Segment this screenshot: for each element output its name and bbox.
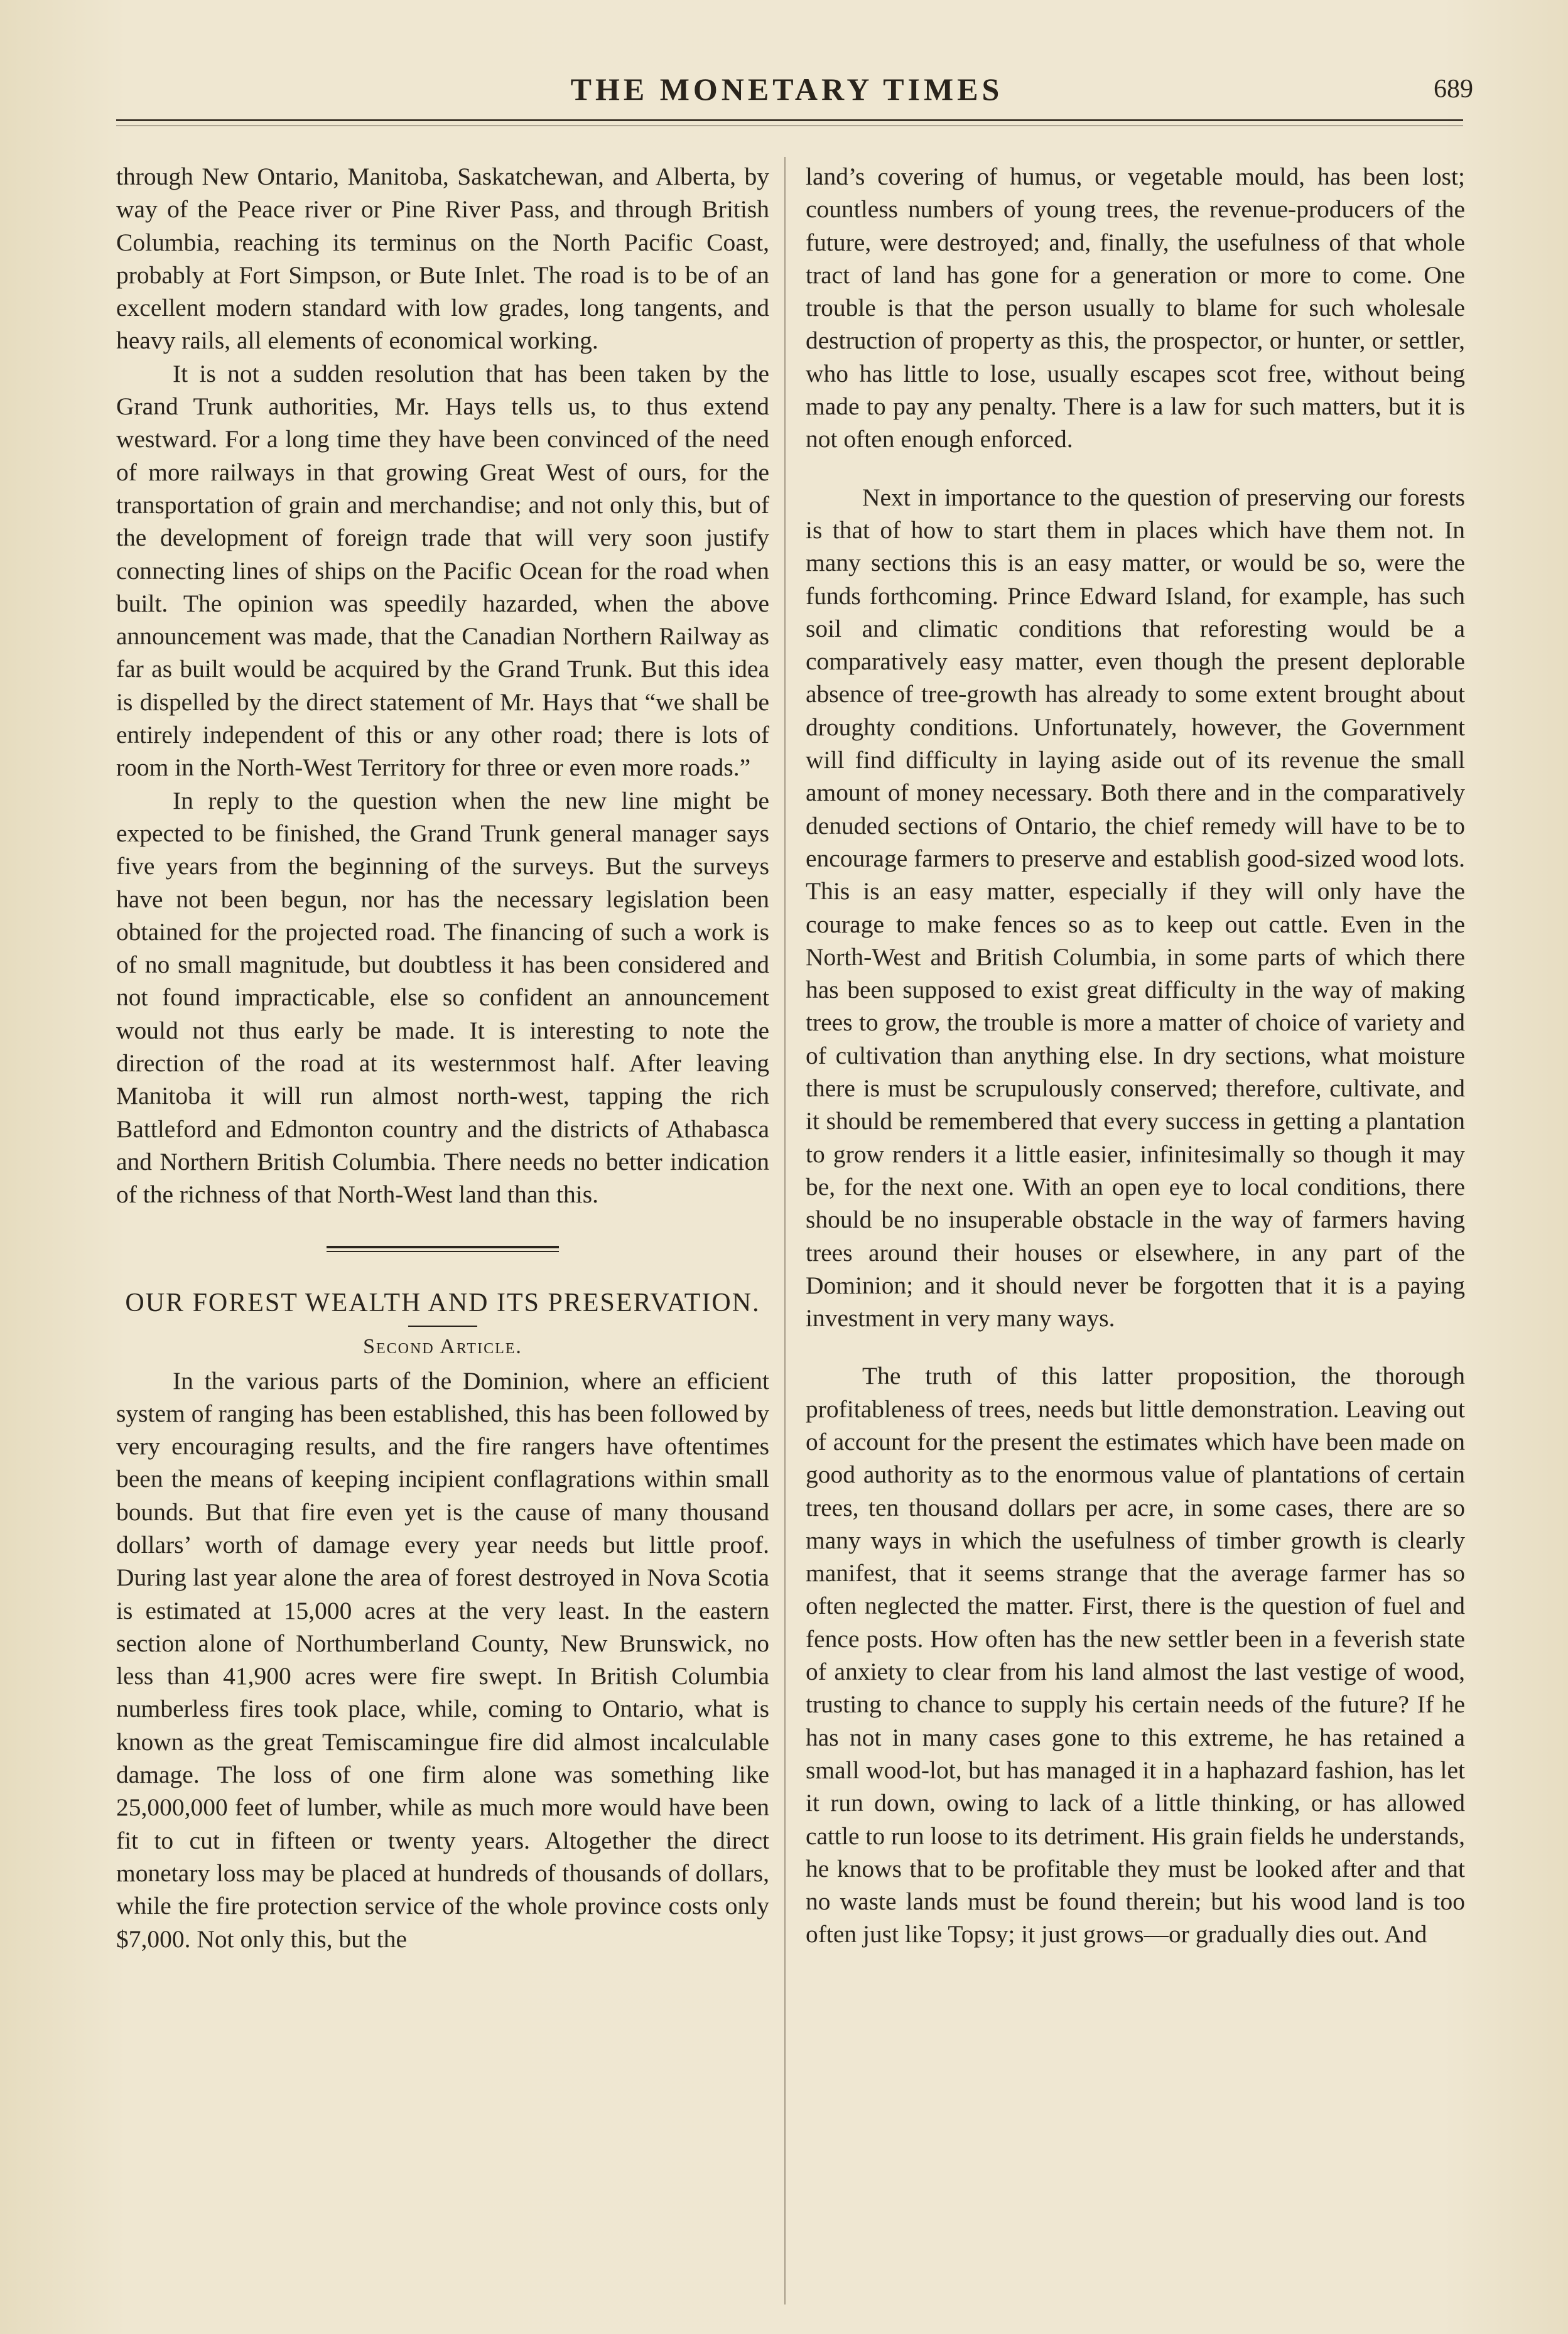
paragraph: land’s covering of humus, or vegetable mould, has been lost; countless numbers of young trees, the revenue-producers of the future, were destroyed; and, finally, the usefulness of that whole tract of land has gone for a generation or more to come. One trouble is that the person usually to blame for such wholesale destruction of property as this, the prospector, or hunter, or settler, who has little to lose, usually escapes scot free, without being made to pay any penalty. There is a law for such matters, but it is not often enough enforced. [806,163,1465,453]
paragraph: The truth of this latter proposition, the thorough profitableness of trees, needs but little demonstration. Leaving out of account for the present the estimates which have been made on good authority as to the enormous value of plantations of certain trees, ten thousand dollars per acre, in some cases, there are so many ways in which the usefulness of timber growth is clearly manifest, that it seems strange that the average farmer has so often neglected the matter. First, there is the question of fuel and fence posts. How often has the new settler been in a feverish state of anxiety to clear from his land almost the last vestige of wood, trusting to chance to supply his certain needs of the future? If he has not in many cases gone to this extreme, he has retained a small wood-lot, but has managed it in a haphazard fashion, has let it run down, owing to lack of a little thinking, or has allowed cattle to run loose to its detriment. His grain fields he understands, he knows that to be profitable they must be looked after and that no waste lands must be found therein; but his wood land is too often just like Topsy; it just grows—or gradually dies out. And [806,1362,1465,1948]
article-title: OUR FOREST WEALTH AND ITS PRESERVATION. [125,1288,760,1317]
left-column [116,160,769,1955]
article-subtitle: Second Article. [363,1334,522,1358]
paragraph: It is not a sudden resolution that has been taken by the Grand Trunk authorities, Mr. Hays tells us, to thus extend westward. For a long time they have been convinced of the need of more railways in that growing Great West of ours, for the transportation of grain and merchandise; and not only this, but of the development of foreign trade that will very soon justify connecting lines of ships on the Pacific Ocean for the road when built. The opinion was speedily hazarded, when the above announcement was made, that the Canadian Northern Railway as far as built would be acquired by the Grand Trunk. But this idea is dispelled by the direct statement of Mr. Hays that “we shall be entirely independent of this or any other road; there is lots of room in the North-West Territory for three or even more roads.” [116,359,769,782]
right-column [806,160,1465,1951]
paragraph: through New Ontario, Manitoba, Saskatchewan, and Alberta, by way of the Peace river or Pine River Pass, and through British Columbia, reaching its terminus on the North Pacific Coast, probably at Fort Simpson, or Bute Inlet. The road is to be of an excellent modern standard with low grades, long tangents, and heavy rails, all elements of economical working. [116,163,769,355]
header-rule [116,119,1463,121]
page-number: 689 [1434,75,1473,104]
paragraph: In the various parts of the Dominion, where an efficient system of ranging has been established, this has been followed by very encouraging results, and the fire rangers have oftentimes been the means of keeping incipient conflagrations within small bounds. But that fire even yet is the cause of many thousand dollars’ worth of damage every year needs but little proof. During last year alone the area of forest destroyed in Nova Scotia is estimated at 15,000 acres at the very least. In the eastern section alone of Northumberland County, New Brunswick, no less than 41,900 acres were fire swept. In British Columbia numberless fires took place, while, coming to Ontario, what is known as the great Temiscamingue fire did almost incalculable damage. The loss of one firm alone was something like 25,000,000 feet of lumber, while as much more would have been fit to cut in fifteen or twenty years. Altogether the direct monetary loss may be placed at hundreds of thousands of dollars, while the fire protection service of the whole province costs only $7,000. Not only this, but the [116,1366,769,1953]
paragraph: Next in importance to the question of preserving our forests is that of how to start them in places which have them not. In many sections this is an easy matter, or would be so, were the funds forthcoming. Prince Edward Island, for example, has such soil and climatic conditions that reforesting would be a comparatively easy matter, even though the present deplorable absence of tree-growth has already to some extent brought about droughty conditions. Unfortunately, however, the Government will find difficulty in laying aside out of its revenue the small amount of money necessary. Both there and in the comparatively denuded sections of Ontario, the chief remedy will have to be to encourage farmers to preserve and establish good-sized wood lots. This is an easy matter, especially if they will only have the courage to make fences so as to keep out cattle. Even in the North-West and British Columbia, in some parts of which there has been supposed to exist great difficulty in the way of making trees to grow, the trouble is more a matter of choice of variety and of cultivation than anything else. In dry sections, what moisture there is must be scrupulously conserved; therefore, cultivate, and it should be remembered that every success in getting a plantation to grow renders it a little easier, infinitesimally so though it may be, for the next one. With an open eye to local conditions, there should be no insuperable obstacle in the way of farmers having trees around their houses or elsewhere, in any part of the Dominion; and it should never be forgotten that it is a paying investment in very many ways. [806,483,1465,1332]
column-divider [784,157,786,2304]
title-rule [408,1326,477,1327]
section-separator-rule [327,1246,559,1252]
masthead [100,70,1473,108]
journal-title: THE MONETARY TIMES [570,72,1003,107]
paragraph: In reply to the question when the new line might be expected to be finished, the Grand Trunk general manager says five years from the beginning of the surveys. But the surveys have not been begun, nor has the necessary legislation been obtained for the projected road. The financing of such a work is of no small magnitude, but doubtless it has been considered and not found impracticable, else so confident an announcement would not thus early be made. It is interesting to note the direction of the road at its westernmost half. After leaving Manitoba it will run almost north-west, tapping the rich Battleford and Edmonton country and the districts of Athabasca and Northern British Columbia. There needs no better indication of the richness of that North-West land than this. [116,786,769,1209]
